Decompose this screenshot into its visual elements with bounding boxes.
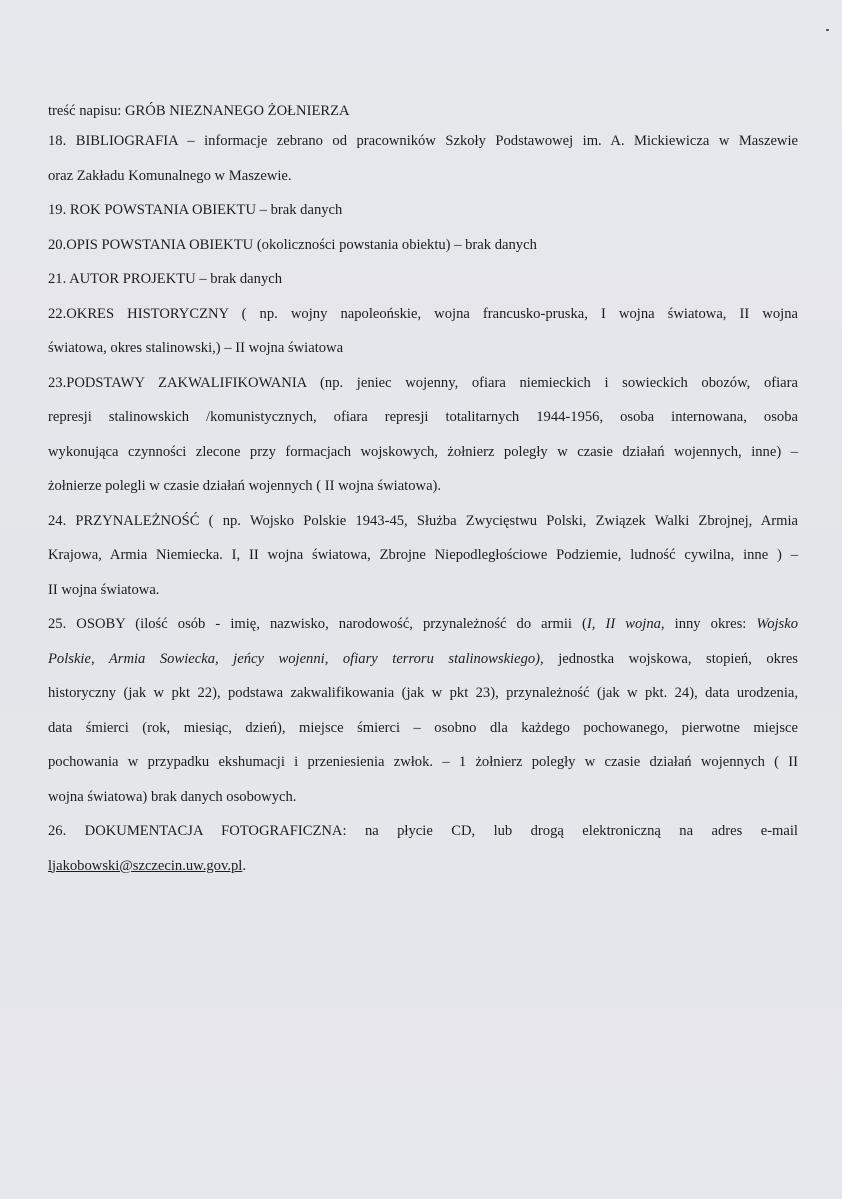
persons-line-1-italic-war: I, II wojna,	[586, 616, 665, 632]
qualification-basis-line-2: represji stalinowskich /komunistycznych, ofiara represji totalitarnych 1944-1956, osoba internowana, osoba	[48, 409, 798, 425]
historical-period-line-1: 22.OKRES HISTORYCZNY ( np. wojny napoleońskie, wojna francusko-pruska, I wojna światowa, II wojna	[48, 305, 798, 322]
project-author-line: 21. AUTOR PROJEKTU – brak danych	[48, 271, 283, 287]
email-suffix: .	[242, 857, 246, 874]
scan-speck	[826, 29, 829, 31]
persons-line-1	[48, 607, 798, 642]
persons-line-1-italic-army: Wojsko	[756, 616, 799, 632]
document-body	[48, 98, 798, 883]
affiliation-line-1: 24. PRZYNALEŻNOŚĆ ( np. Wojsko Polskie 1943-45, Służba Zwycięstwu Polski, Związek Walki Zbrojnej, Armia	[48, 512, 798, 529]
persons-line-3: historyczny (jak w pkt 22), podstawa zakwalifikowania (jak w pkt 23), przynależność (jak w pkt. 24), data urodzenia,	[48, 685, 798, 701]
persons-line-2	[48, 642, 798, 677]
persons-line-2-italic: Polskie, Armia Sowiecka, jeńcy wojenni, ofiary terroru stalinowskiego),	[48, 650, 544, 667]
bibliography-line-1: 18. BIBLIOGRAFIA – informacje zebrano od pracowników Szkoły Podstawowej im. A. Mickiewicza w Maszewie	[48, 133, 798, 149]
persons-line-6: wojna światowa) brak danych osobowych.	[48, 788, 297, 805]
historical-period-line-2: światowa, okres stalinowski,) – II wojna światowa	[48, 340, 344, 356]
qualification-basis-line-1: 23.PODSTAWY ZAKWALIFIKOWANIA (np. jeniec wojenny, ofiara niemieckich i sowieckich obozów, ofiara	[48, 374, 798, 391]
persons-line-5: pochowania w przypadku ekshumacji i przeniesienia zwłok. – 1 żołnierz poległy w czasie działań wojennych ( II	[48, 754, 798, 770]
persons-line-1-start: 25. OSOBY (ilość osób - imię, nazwisko, narodowość, przynależność do armii (	[48, 616, 587, 632]
persons-line-2-rest: jednostka wojskowa, stopień, okres	[543, 650, 798, 667]
affiliation-line-3: II wojna światowa.	[48, 581, 160, 598]
year-of-origin-line: 19. ROK POWSTANIA OBIEKTU – brak danych	[48, 202, 343, 218]
inscription-line: treść napisu: GRÓB NIEZNANEGO ŻOŁNIERZA	[48, 103, 350, 119]
photo-documentation-line-1: 26. DOKUMENTACJA FOTOGRAFICZNA: na płycie CD, lub drogą elektroniczną na adres e-mail	[48, 823, 798, 839]
qualification-basis-line-3: wykonująca czynności zlecone przy formacjach wojskowych, żołnierz poległy w czasie działań wojennych, inne) –	[48, 443, 798, 460]
photo-documentation-line-2	[48, 849, 798, 884]
email-link[interactable]: ljakobowski@szczecin.uw.gov.pl	[48, 857, 243, 874]
persons-line-4: data śmierci (rok, miesiąc, dzień), miejsce śmierci – osobno dla każdego pochowanego, pierwotne miejsce	[48, 719, 798, 736]
persons-line-1-mid: inny okres:	[664, 616, 757, 632]
bibliography-line-2: oraz Zakładu Komunalnego w Maszewie.	[48, 167, 292, 184]
affiliation-line-2: Krajowa, Armia Niemiecka. I, II wojna światowa, Zbrojne Niepodległościowe Podziemie, ludność cywilna, inne ) –	[48, 547, 798, 563]
qualification-basis-line-4: żołnierze polegli w czasie działań wojennych ( II wojna światowa).	[48, 478, 442, 494]
origin-description-line: 20.OPIS POWSTANIA OBIEKTU (okoliczności powstania obiektu) – brak danych	[48, 236, 537, 253]
